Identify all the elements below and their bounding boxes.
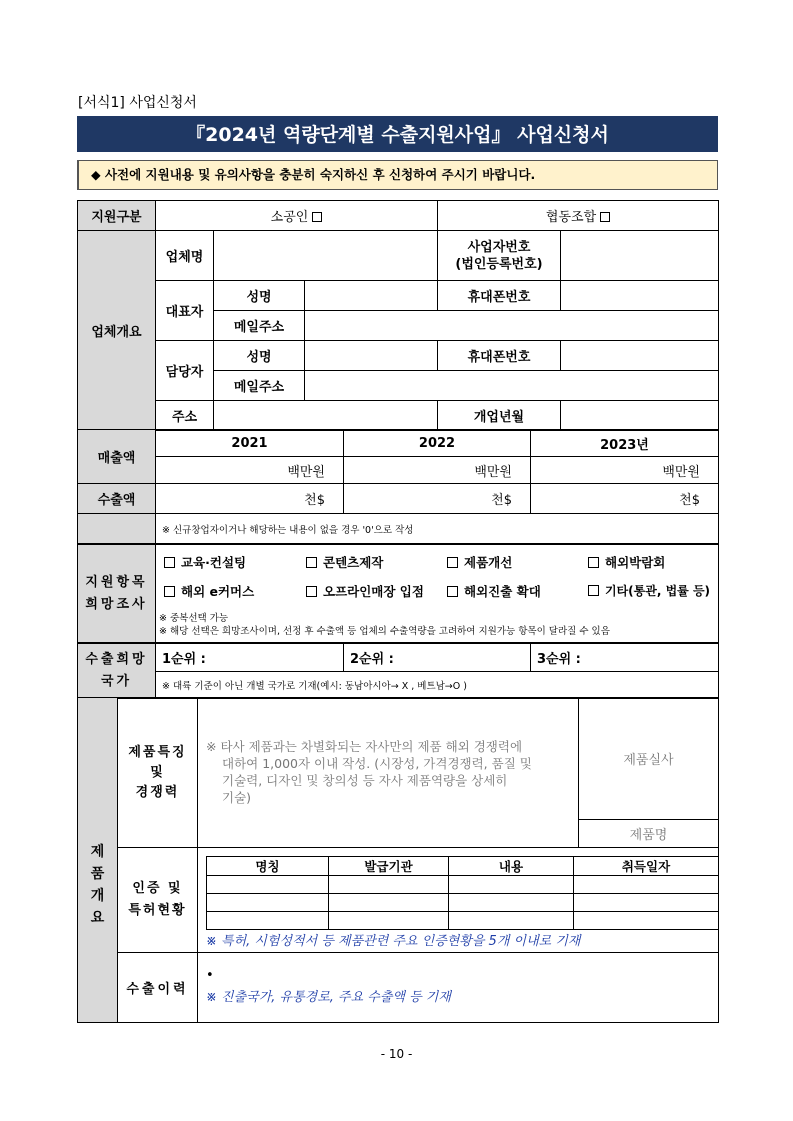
contact-email-label: 메일주소 bbox=[214, 371, 305, 401]
country-note: ※ 대륙 기준이 아닌 개별 국가로 기재(예시: 동남아시아→ X , 베트남→O ) bbox=[156, 672, 719, 699]
feature-label-line: 경쟁력 bbox=[135, 784, 180, 800]
feature-hint-line: 기술력, 디자인 및 창의성 등 자사 제품역량을 상세히 bbox=[222, 773, 508, 788]
cert-cell-input[interactable] bbox=[449, 912, 574, 930]
revenue-2021-field[interactable] bbox=[156, 457, 344, 484]
option-label: 해외진출 확대 bbox=[464, 584, 541, 599]
product-section-label bbox=[78, 698, 118, 1023]
checkbox-icon[interactable] bbox=[600, 212, 610, 222]
option-product-improve[interactable] bbox=[447, 553, 512, 571]
page-number: - 10 - bbox=[380, 1047, 413, 1061]
ceo-email-label: 메일주소 bbox=[214, 311, 305, 341]
company-name-label: 업체명 bbox=[156, 231, 214, 281]
ceo-name-label: 성명 bbox=[214, 281, 305, 311]
company-name-field[interactable] bbox=[214, 231, 438, 281]
export-history-label: 수출이력 bbox=[118, 953, 198, 1023]
cert-header-issuer: 발급기관 bbox=[329, 857, 449, 876]
feature-label bbox=[118, 698, 198, 848]
section-char: 요 bbox=[90, 910, 105, 926]
contact-label: 담당자 bbox=[156, 341, 214, 401]
rank1-field[interactable]: 1순위 : bbox=[156, 644, 344, 672]
contact-name-label: 성명 bbox=[214, 341, 305, 371]
page-title: 『2024년 역량단계별 수출지원사업』 사업신청서 bbox=[77, 116, 718, 152]
feature-field[interactable] bbox=[198, 698, 579, 848]
application-table bbox=[77, 200, 719, 431]
unit-label: 백만원 bbox=[662, 464, 700, 480]
year-2021: 2021 bbox=[156, 430, 344, 457]
smallbiz-label: 소공인 bbox=[270, 210, 309, 225]
cert-header-content: 내용 bbox=[449, 857, 574, 876]
company-section-label: 업체개요 bbox=[78, 231, 156, 431]
address-field[interactable] bbox=[214, 401, 438, 431]
coop-label: 협동조합 bbox=[545, 210, 597, 225]
country-label-line2: 국가 bbox=[100, 674, 133, 689]
cert-cell-input[interactable] bbox=[207, 894, 329, 912]
bizno-field[interactable] bbox=[561, 231, 719, 281]
rank2-field[interactable]: 2순위 : bbox=[344, 644, 531, 672]
survey-label-line1: 지원항목 bbox=[85, 574, 148, 590]
country-label bbox=[78, 644, 156, 699]
cert-label-line: 특허현황 bbox=[128, 903, 187, 918]
cert-label-line: 인증 및 bbox=[132, 881, 183, 896]
survey-table bbox=[77, 544, 719, 643]
option-content[interactable] bbox=[306, 553, 383, 571]
cert-label bbox=[118, 848, 198, 953]
sales-table bbox=[77, 429, 719, 544]
option-ecommerce[interactable] bbox=[164, 582, 254, 600]
checkbox-icon[interactable] bbox=[447, 557, 458, 568]
bizno-label-line2: (법인등록번호) bbox=[455, 256, 543, 272]
unit-label: 천$ bbox=[304, 493, 325, 508]
contact-name-field[interactable] bbox=[305, 341, 438, 371]
cert-cell-input[interactable] bbox=[329, 912, 449, 930]
checkbox-icon[interactable] bbox=[164, 557, 175, 568]
survey-label-line2: 희망조사 bbox=[85, 596, 148, 612]
bizno-label bbox=[438, 231, 561, 281]
cert-cell-input[interactable] bbox=[449, 894, 574, 912]
export-2023-field[interactable] bbox=[531, 484, 719, 514]
option-label: 콘텐츠제작 bbox=[323, 555, 384, 570]
rank3-field[interactable]: 3순위 : bbox=[531, 644, 719, 672]
contact-phone-label: 휴대폰번호 bbox=[438, 341, 561, 371]
product-name-field[interactable]: 제품명 bbox=[579, 820, 719, 848]
option-label: 해외박람회 bbox=[605, 555, 666, 570]
cert-cell-input[interactable] bbox=[574, 912, 719, 930]
section-char: 제 bbox=[90, 844, 105, 860]
checkbox-icon[interactable] bbox=[588, 585, 599, 596]
ceo-label: 대표자 bbox=[156, 281, 214, 341]
option-label: 교육·컨설팅 bbox=[181, 555, 247, 570]
option-expo[interactable] bbox=[588, 553, 665, 571]
year-2022: 2022 bbox=[344, 430, 531, 457]
cert-note: ※ 특허, 시험성적서 등 제품관련 주요 인증현황을 5개 이내로 기재 bbox=[206, 934, 581, 949]
survey-note-2: ※ 해당 선택은 희망조사이며, 선정 후 수출액 등 업체의 수출역량을 고려하여 지원가능 항목이 달라질 수 있음 bbox=[159, 626, 610, 637]
cert-cell-input[interactable] bbox=[207, 876, 329, 894]
ceo-phone-field[interactable] bbox=[561, 281, 719, 311]
unit-label: 백만원 bbox=[287, 464, 325, 480]
feature-label-line: 및 bbox=[150, 764, 165, 780]
export-label: 수출액 bbox=[78, 484, 156, 514]
contact-phone-field[interactable] bbox=[561, 341, 719, 371]
country-label-line1: 수출희망 bbox=[85, 652, 148, 667]
cert-cell-input[interactable] bbox=[449, 876, 574, 894]
feature-hint-line: 기술) bbox=[222, 790, 252, 805]
ceo-name-field[interactable] bbox=[305, 281, 438, 311]
country-table bbox=[77, 643, 719, 699]
feature-label-line: 제품특징 bbox=[128, 744, 187, 760]
option-label: 기타(통관, 법률 등) bbox=[605, 584, 711, 598]
address-label: 주소 bbox=[156, 401, 214, 431]
founded-field[interactable] bbox=[561, 401, 719, 431]
feature-hint-line: 대하여 1,000자 이내 작성. (시장성, 가격경쟁력, 품질 및 bbox=[222, 756, 532, 771]
option-label: 제품개선 bbox=[464, 555, 513, 570]
support-type-option-smallbiz[interactable] bbox=[156, 201, 438, 231]
ceo-email-field[interactable] bbox=[305, 311, 719, 341]
option-label: 해외 e커머스 bbox=[181, 584, 255, 599]
year-2023: 2023년 bbox=[531, 430, 719, 457]
checkbox-icon[interactable] bbox=[588, 557, 599, 568]
product-photo-field[interactable]: 제품실사 bbox=[579, 698, 719, 820]
ceo-phone-label: 휴대폰번호 bbox=[438, 281, 561, 311]
product-table bbox=[77, 697, 719, 1023]
form-label: [서식1] 사업신청서 bbox=[78, 95, 197, 111]
cert-cell-input[interactable] bbox=[574, 894, 719, 912]
cert-header-date: 취득일자 bbox=[574, 857, 719, 876]
checkbox-icon[interactable] bbox=[312, 212, 322, 222]
unit-label: 천$ bbox=[491, 493, 512, 508]
checkbox-icon[interactable] bbox=[306, 586, 317, 597]
checkbox-icon[interactable] bbox=[164, 586, 175, 597]
unit-label: 백만원 bbox=[474, 464, 512, 480]
note-spacer bbox=[78, 514, 156, 544]
revenue-2022-field[interactable] bbox=[344, 457, 531, 484]
export-2021-field[interactable] bbox=[156, 484, 344, 514]
export-bullet: • bbox=[206, 968, 214, 983]
founded-label: 개업년월 bbox=[438, 401, 561, 431]
option-label: 오프라인매장 입점 bbox=[323, 584, 424, 599]
survey-note-1: ※ 중복선택 가능 bbox=[159, 613, 229, 624]
bizno-label-line1: 사업자번호 bbox=[467, 239, 531, 255]
checkbox-icon[interactable] bbox=[447, 586, 458, 597]
contact-email-field[interactable] bbox=[305, 371, 719, 401]
export-note: ※ 진출국가, 유통경로, 주요 수출액 등 기재 bbox=[206, 990, 451, 1005]
cert-cell bbox=[198, 848, 719, 953]
cert-cell-input[interactable] bbox=[329, 876, 449, 894]
support-type-option-coop[interactable] bbox=[438, 201, 719, 231]
feature-hint-line: ※ 타사 제품과는 차별화되는 자사만의 제품 해외 경쟁력에 bbox=[206, 739, 523, 754]
unit-label: 천$ bbox=[679, 493, 700, 508]
option-expansion[interactable] bbox=[447, 582, 541, 600]
cert-table bbox=[206, 856, 719, 930]
notice-banner: ◆ 사전에 지원내용 및 유의사항을 충분히 숙지하신 후 신청하여 주시기 바랍니다. bbox=[77, 160, 718, 190]
export-2022-field[interactable] bbox=[344, 484, 531, 514]
option-other[interactable] bbox=[588, 582, 710, 599]
sales-note: ※ 신규창업자이거나 해당하는 내용이 없을 경우 '0'으로 작성 bbox=[156, 514, 719, 544]
option-education[interactable] bbox=[164, 553, 246, 571]
export-history-field[interactable] bbox=[198, 953, 719, 1023]
cert-cell-input[interactable] bbox=[329, 894, 449, 912]
checkbox-icon[interactable] bbox=[306, 557, 317, 568]
cert-cell-input[interactable] bbox=[207, 912, 329, 930]
survey-label bbox=[78, 545, 156, 643]
survey-options bbox=[156, 545, 719, 643]
cert-header-name: 명칭 bbox=[207, 857, 329, 876]
support-type-label: 지원구분 bbox=[78, 201, 156, 231]
cert-cell-input[interactable] bbox=[574, 876, 719, 894]
section-char: 품 bbox=[90, 866, 105, 882]
option-offline[interactable] bbox=[306, 582, 424, 600]
revenue-label: 매출액 bbox=[78, 430, 156, 484]
revenue-2023-field[interactable] bbox=[531, 457, 719, 484]
section-char: 개 bbox=[90, 888, 105, 904]
